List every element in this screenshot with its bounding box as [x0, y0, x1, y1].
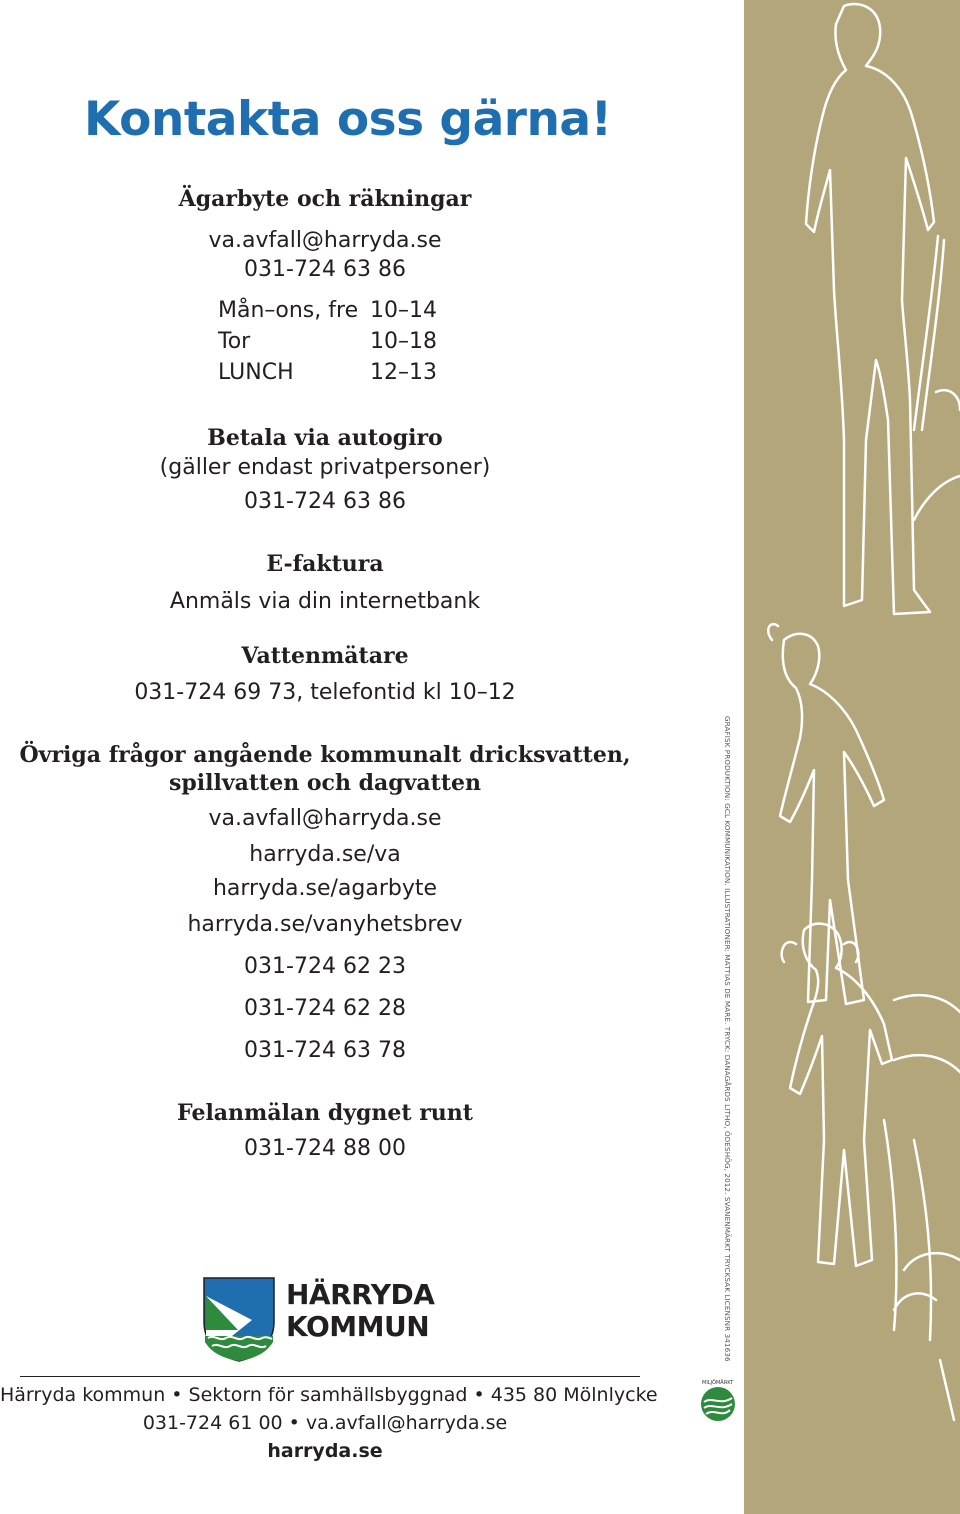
link-va[interactable]: harryda.se/va — [249, 842, 401, 867]
hours-day: Tor — [218, 329, 251, 354]
hours-day: LUNCH — [218, 360, 294, 385]
hours-time: 12–13 — [370, 360, 437, 385]
people-silhouettes-illustration — [744, 0, 960, 1514]
hours-time: 10–18 — [370, 329, 437, 354]
other-heading-line1: Övriga frågor angående kommunalt dricksvatten, — [19, 742, 631, 768]
other-phone[interactable]: 031-724 62 28 — [244, 996, 406, 1021]
autogiro-phone[interactable]: 031-724 63 86 — [244, 489, 406, 514]
harryda-logo — [202, 1276, 442, 1362]
coat-of-arms-icon — [202, 1276, 278, 1362]
owner-change-phone[interactable]: 031-724 63 86 — [244, 257, 406, 282]
swan-ecolabel-icon — [696, 1380, 740, 1424]
footer-address: Härryda kommun • Sektorn för samhällsbyggnad • 435 80 Mölnlycke — [0, 1384, 658, 1406]
efaktura-note: Anmäls via din internetbank — [169, 589, 481, 614]
footer-contact[interactable]: 031-724 61 00 • va.avfall@harryda.se — [142, 1412, 508, 1434]
other-phone[interactable]: 031-724 63 78 — [244, 1038, 406, 1063]
owner-change-heading: Ägarbyte och räkningar — [178, 186, 472, 212]
other-phone[interactable]: 031-724 62 23 — [244, 954, 406, 979]
production-credit-text: GRAFISK PRODUKTION: GCL KOMMUNIKATION. ILLUSTRATIONER: MATTIAS DE MARÉ. TRYCK: DANAGÅRDS LITHO, ÖDESHÖG, 2012. SVANENMÄRKT TRYCKSAK LICENSNR 341636 — [723, 716, 732, 1362]
autogiro-heading: Betala via autogiro — [207, 425, 443, 451]
logo-line2: KOMMUN — [286, 1310, 430, 1343]
link-agarbyte[interactable]: harryda.se/agarbyte — [212, 876, 438, 901]
logo-line1: HÄRRYDA — [286, 1278, 435, 1311]
hours-day: Mån–ons, fre — [218, 298, 359, 323]
footer-divider — [20, 1376, 640, 1377]
footer-website[interactable]: harryda.se — [267, 1440, 383, 1462]
page-title: Kontakta oss gärna! — [84, 92, 612, 147]
ecolabel-label: MILJÖMÄRKT — [702, 1380, 734, 1386]
link-vanyhetsbrev[interactable]: harryda.se/vanyhetsbrev — [187, 912, 463, 937]
owner-change-email[interactable]: va.avfall@harryda.se — [208, 228, 442, 253]
water-meter-heading: Vattenmätare — [241, 643, 409, 669]
other-email[interactable]: va.avfall@harryda.se — [208, 806, 442, 831]
efaktura-heading: E-faktura — [266, 551, 384, 577]
ecolabel-badge — [696, 1380, 740, 1424]
autogiro-note: (gäller endast privatpersoner) — [159, 455, 491, 480]
other-heading-line2: spillvatten och dagvatten — [169, 770, 481, 796]
production-credit — [718, 716, 736, 1376]
water-meter-info: 031-724 69 73, telefontid kl 10–12 — [134, 680, 516, 705]
hours-time: 10–14 — [370, 298, 437, 323]
illustration-panel — [744, 0, 960, 1514]
fault-phone[interactable]: 031-724 88 00 — [244, 1136, 406, 1161]
fault-heading: Felanmälan dygnet runt — [177, 1100, 473, 1126]
